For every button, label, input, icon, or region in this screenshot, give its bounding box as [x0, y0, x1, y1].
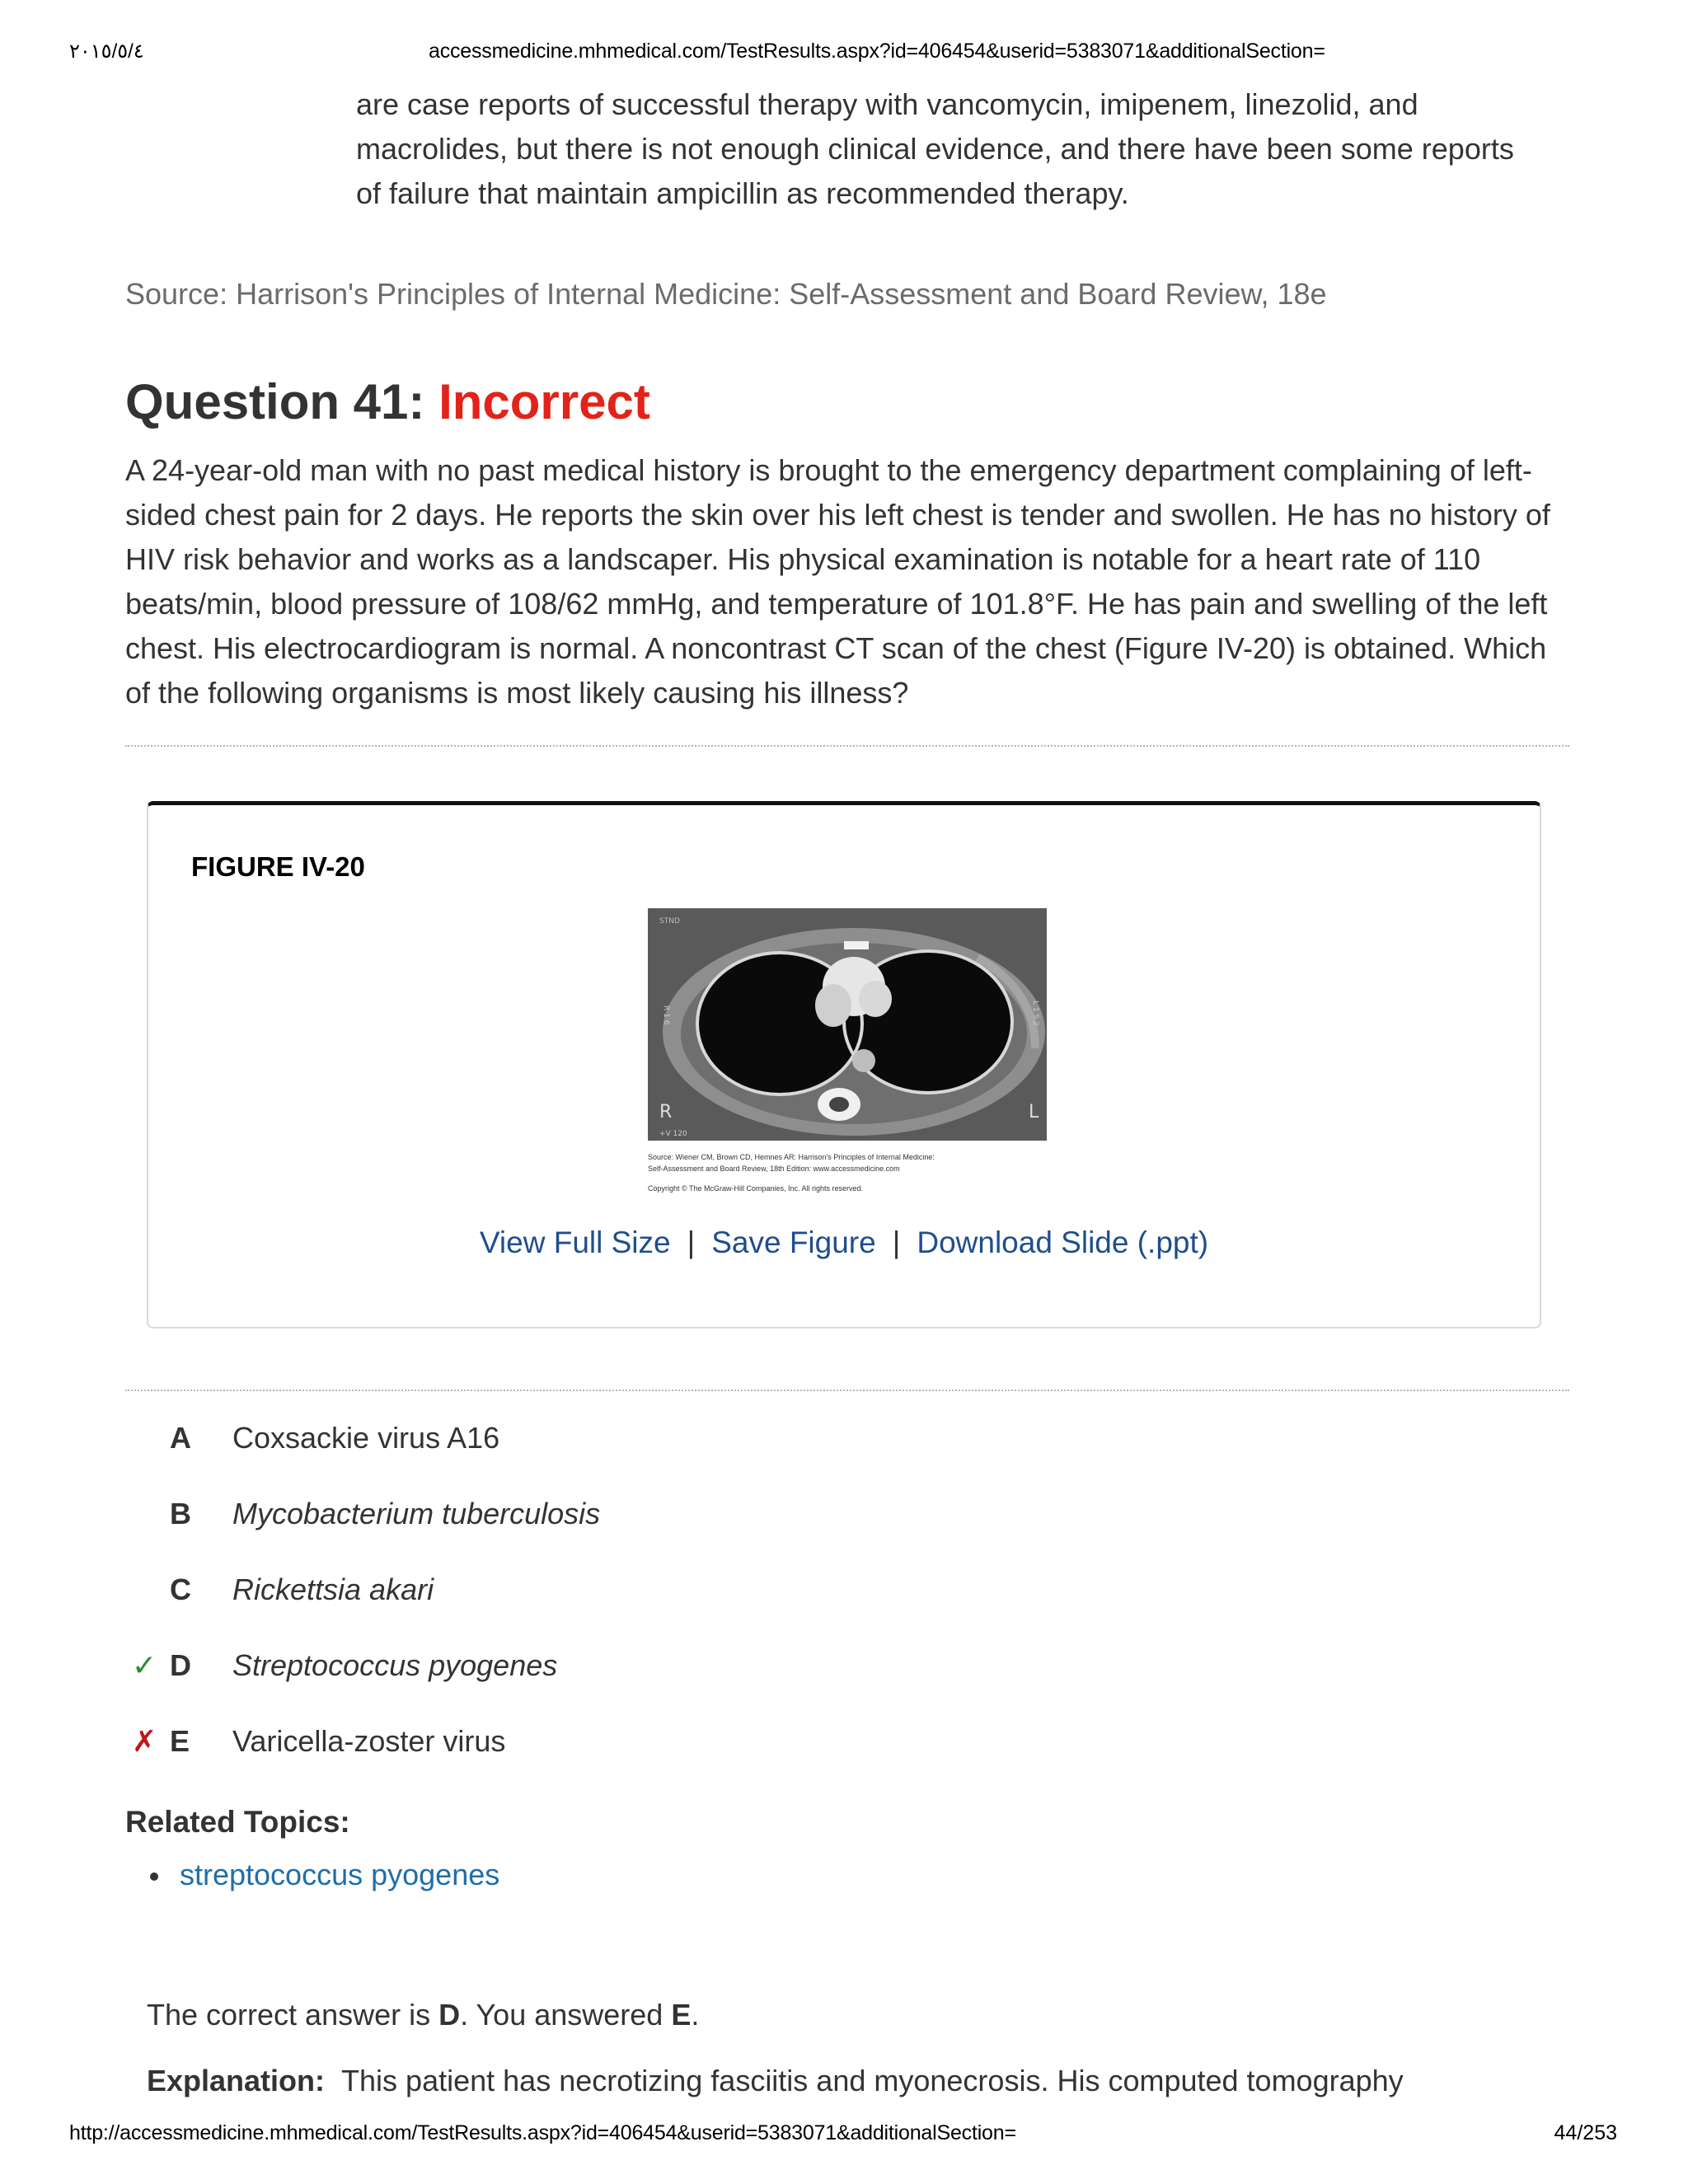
image-mark-slice: +V 120 — [659, 1130, 687, 1138]
given-answer-letter: E — [671, 1998, 692, 2032]
view-full-size-link[interactable]: View Full Size — [479, 1226, 671, 1259]
answer-text: Rickettsia akari — [232, 1572, 434, 1606]
question-number: Question 41: — [125, 374, 425, 429]
print-date: ٢٠١٥/٥/٤ — [69, 40, 144, 63]
explanation-text: This patient has necrotizing fasciitis and myonecrosis. His computed tomography — [341, 2064, 1404, 2097]
image-mark-stnd: STND — [659, 917, 680, 926]
answer-letter: C — [170, 1572, 191, 1606]
question-stem: A 24-year-old man with no past medical history is brought to the emergency department complaining of left-sided chest pain for 2 days. He reports the skin over his left chest is tender and swollen. He has no history of HIV risk behavior and works as a landscaper. His physical examination is notable for a heart rate of 110 beats/min, blood pressure of 108/62 mmHg, and temperature of 101.8°F. He has pain and swelling of the left chest. His electrocardiogram is normal. A noncontrast CT scan of the chest (Figure IV-20) is obtained. Which of the following organisms is most likely causing his illness? — [125, 453, 1550, 710]
source-citation: Source: Harrison's Principles of Internal Medicine: Self-Assessment and Board Review, 18e — [125, 277, 1327, 311]
answer-letter: D — [170, 1648, 191, 1682]
link-separator: | — [687, 1226, 696, 1259]
answer-option-b[interactable] — [0, 1493, 1688, 1543]
print-header — [0, 40, 1688, 73]
answer-option-e[interactable] — [0, 1721, 1688, 1770]
image-mark-right: R — [659, 1102, 673, 1122]
link-separator: | — [892, 1226, 901, 1259]
answer-result — [147, 1993, 699, 2037]
caption-line: Copyright © The McGraw-Hill Companies, Inc. All rights reserved. — [648, 1184, 864, 1193]
answer-option-d[interactable] — [0, 1645, 1688, 1694]
answer-text: Coxsackie virus A16 — [232, 1421, 500, 1455]
caption-line: Self-Assessment and Board Review, 18th Edition: www.accessmedicine.com — [648, 1165, 900, 1173]
list-item — [148, 1853, 499, 1897]
answer-letter: B — [170, 1497, 191, 1530]
question-status: Incorrect — [438, 374, 650, 429]
caption-line: Source: Wiener CM, Brown CD, Hemnes AR: Harrison's Principles of Internal Medicine: — [648, 1153, 935, 1161]
answer-option-a[interactable] — [0, 1418, 1688, 1467]
page-number: 44/253 — [1554, 2121, 1617, 2144]
related-topic-link[interactable]: streptococcus pyogenes — [180, 1858, 500, 1891]
answer-text: Varicella-zoster virus — [232, 1724, 506, 1758]
result-suffix: . — [691, 1998, 700, 2032]
divider-bottom — [125, 1390, 1569, 1391]
figure-label: FIGURE IV-20 — [191, 851, 365, 882]
print-url-bottom: http://accessmedicine.mhmedical.com/TestResults.aspx?id=406454&userid=5383071&additionalSection= — [69, 2121, 1016, 2144]
figure-caption — [648, 1151, 1076, 1194]
figure-links — [148, 1226, 1540, 1260]
explanation — [147, 2059, 1614, 2103]
correct-answer-letter: D — [438, 1998, 461, 2032]
previous-explanation-text: are case reports of successful therapy with vancomycin, imipenem, linezolid, and macrolides, but there is not enough clinical evidence, and there have been some reports of failure that maintain ampicillin as recommended therapy. — [356, 87, 1514, 210]
print-url-top: accessmedicine.mhmedical.com/TestResults.aspx?id=406454&userid=5383071&additionalSection= — [429, 40, 1325, 63]
related-topics-heading: Related Topics: — [125, 1805, 350, 1839]
image-mark-left-scale: R 1 6 — [662, 1005, 670, 1025]
explanation-label: Explanation: — [147, 2064, 326, 2097]
answer-letter: A — [170, 1421, 191, 1455]
answer-text: Streptococcus pyogenes — [232, 1648, 558, 1682]
print-footer — [0, 2121, 1688, 2154]
image-mark-right-scale: L 1 5 2 — [1031, 1001, 1039, 1026]
related-topics-list — [148, 1853, 499, 1897]
ct-scan-image[interactable] — [648, 908, 1047, 1141]
answer-text: Mycobacterium tuberculosis — [232, 1497, 601, 1530]
correct-check-icon: ✓ — [132, 1648, 157, 1682]
figure-panel — [147, 801, 1541, 1329]
save-figure-link[interactable]: Save Figure — [711, 1226, 876, 1259]
divider-top — [125, 745, 1569, 747]
answer-letter: E — [170, 1724, 190, 1758]
answer-option-c[interactable] — [0, 1569, 1688, 1619]
download-slide-link[interactable]: Download Slide (.ppt) — [917, 1226, 1209, 1259]
result-middle: . You answered — [460, 1998, 672, 2032]
wrong-cross-icon: ✗ — [132, 1724, 157, 1758]
question-title — [125, 369, 650, 435]
image-mark-left: L — [1029, 1102, 1039, 1122]
result-prefix: The correct answer is — [147, 1998, 439, 2032]
